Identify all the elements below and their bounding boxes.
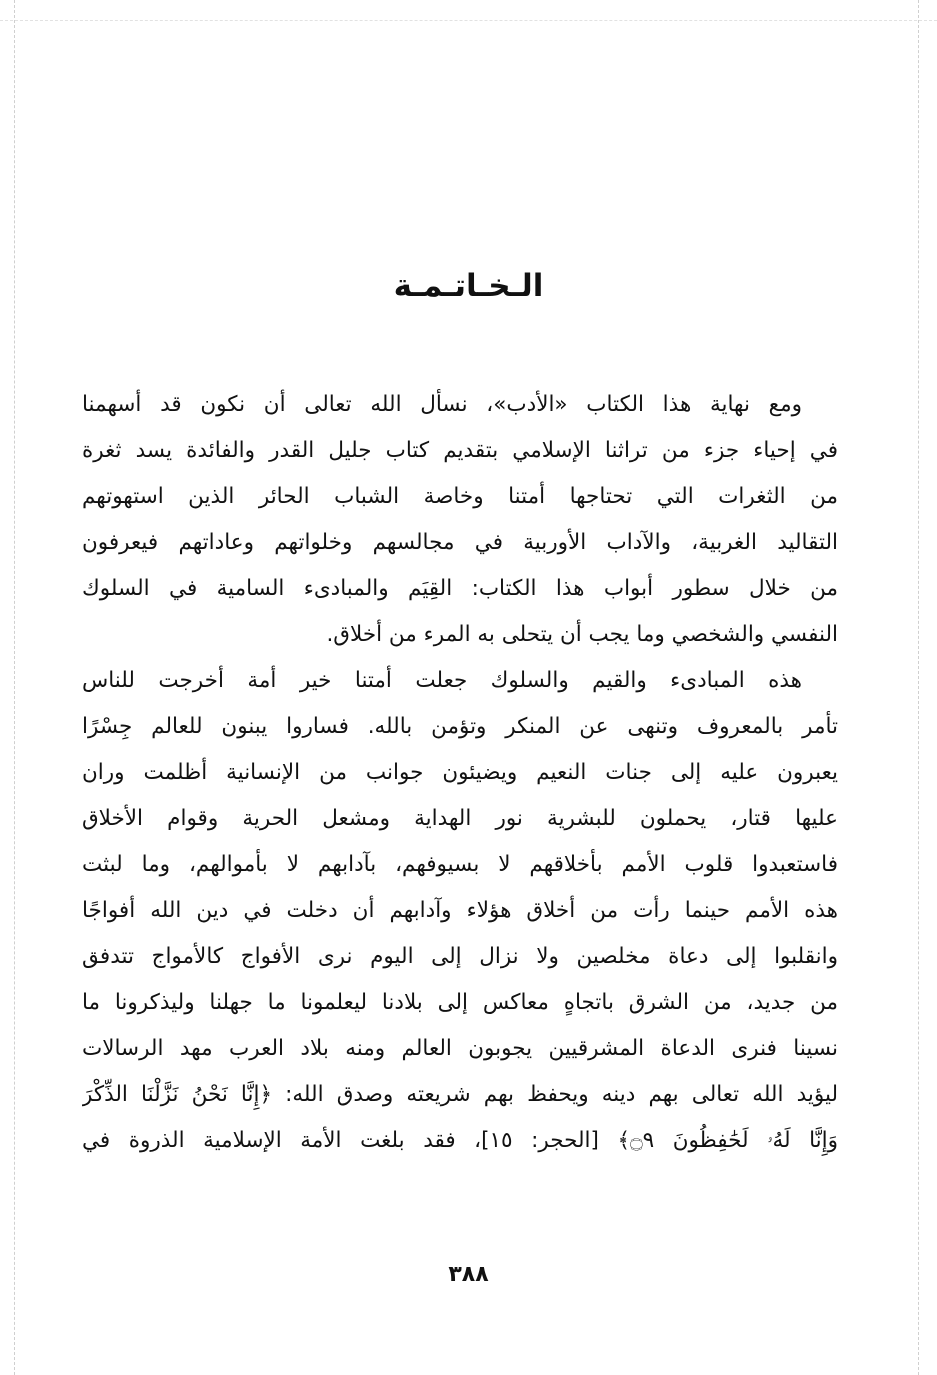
scan-right-edge-rule — [918, 0, 919, 1375]
text-line: من خلال سطور أبواب هذا الكتاب: القِيَم والمبادىء السامية في السلوك — [82, 576, 838, 601]
text-line: في إحياء جزء من تراثنا الإسلامي بتقديم كتاب جليل القدر والفائدة يسد ثغرة — [82, 438, 838, 463]
text-line: وَإِنَّا لَهُۥ لَحَٰفِظُونَ ۝٩﴾ [الحجر: ١٥]، فقد بلغت الأمة الإسلامية الذروة في — [82, 1128, 838, 1153]
body-text — [82, 382, 838, 1164]
text-line: هذه الأمم حينما رأت من أخلاق هؤلاء وآدابهم أن دخلت في دين الله أفواجًا — [82, 898, 838, 923]
text-line: يعبرون عليه إلى جنات النعيم ويضيئون جوانب من الإنسانية أظلمت وران — [82, 760, 838, 785]
text-line: ليؤيد الله تعالى بهم دينه ويحفظ بهم شريعته وصدق الله: ﴿إِنَّا نَحْنُ نَزَّلْنَا الذِّكْرَ — [82, 1082, 838, 1107]
text-line: النفسي والشخصي وما يجب أن يتحلى به المرء من أخلاق. — [326, 622, 838, 647]
text-line: هذه المبادىء والقيم والسلوك جعلت أمتنا خير أمة أخرجت للناس — [82, 668, 802, 693]
text-line: وانقلبوا إلى دعاة مخلصين ولا نزال إلى اليوم نرى الأفواج كالأمواج تتدفق — [82, 944, 838, 969]
text-line: من جديد، من الشرق باتجاهٍ معاكس إلى بلادنا ليعلمونا ما جهلنا وليذكرونا ما — [82, 990, 838, 1015]
text-line: عليها قتار، يحملون للبشرية نور الهداية ومشعل الحرية وقوام الأخلاق — [82, 806, 838, 831]
text-line: تأمر بالمعروف وتنهى عن المنكر وتؤمن بالله. فساروا يبنون للعالم جِسْرًا — [82, 714, 838, 739]
chapter-title: الـخـاتـمـة — [393, 268, 544, 304]
text-line: ومع نهاية هذا الكتاب «الأدب»، نسأل الله تعالى أن نكون قد أسهمنا — [82, 392, 802, 417]
scan-top-rule — [0, 20, 937, 21]
scan-left-edge-rule — [14, 0, 15, 1375]
text-line: فاستعبدوا قلوب الأمم بأخلاقهم لا بسيوفهم، بآدابهم لا بأموالهم، وما لبثت — [82, 852, 838, 877]
text-line: من الثغرات التي تحتاجها أمتنا وخاصة الشباب الحائر الذين استهوتهم — [82, 484, 838, 509]
text-line: التقاليد الغربية، والآداب الأوربية في مجالسهم وخلواتهم وعاداتهم فيعرفون — [82, 530, 838, 555]
text-line: نسينا فنرى الدعاة المشرقيين يجوبون العالم ومنه بلاد العرب مهد الرسالات — [82, 1036, 838, 1061]
page-number: ٣٨٨ — [448, 1262, 489, 1287]
